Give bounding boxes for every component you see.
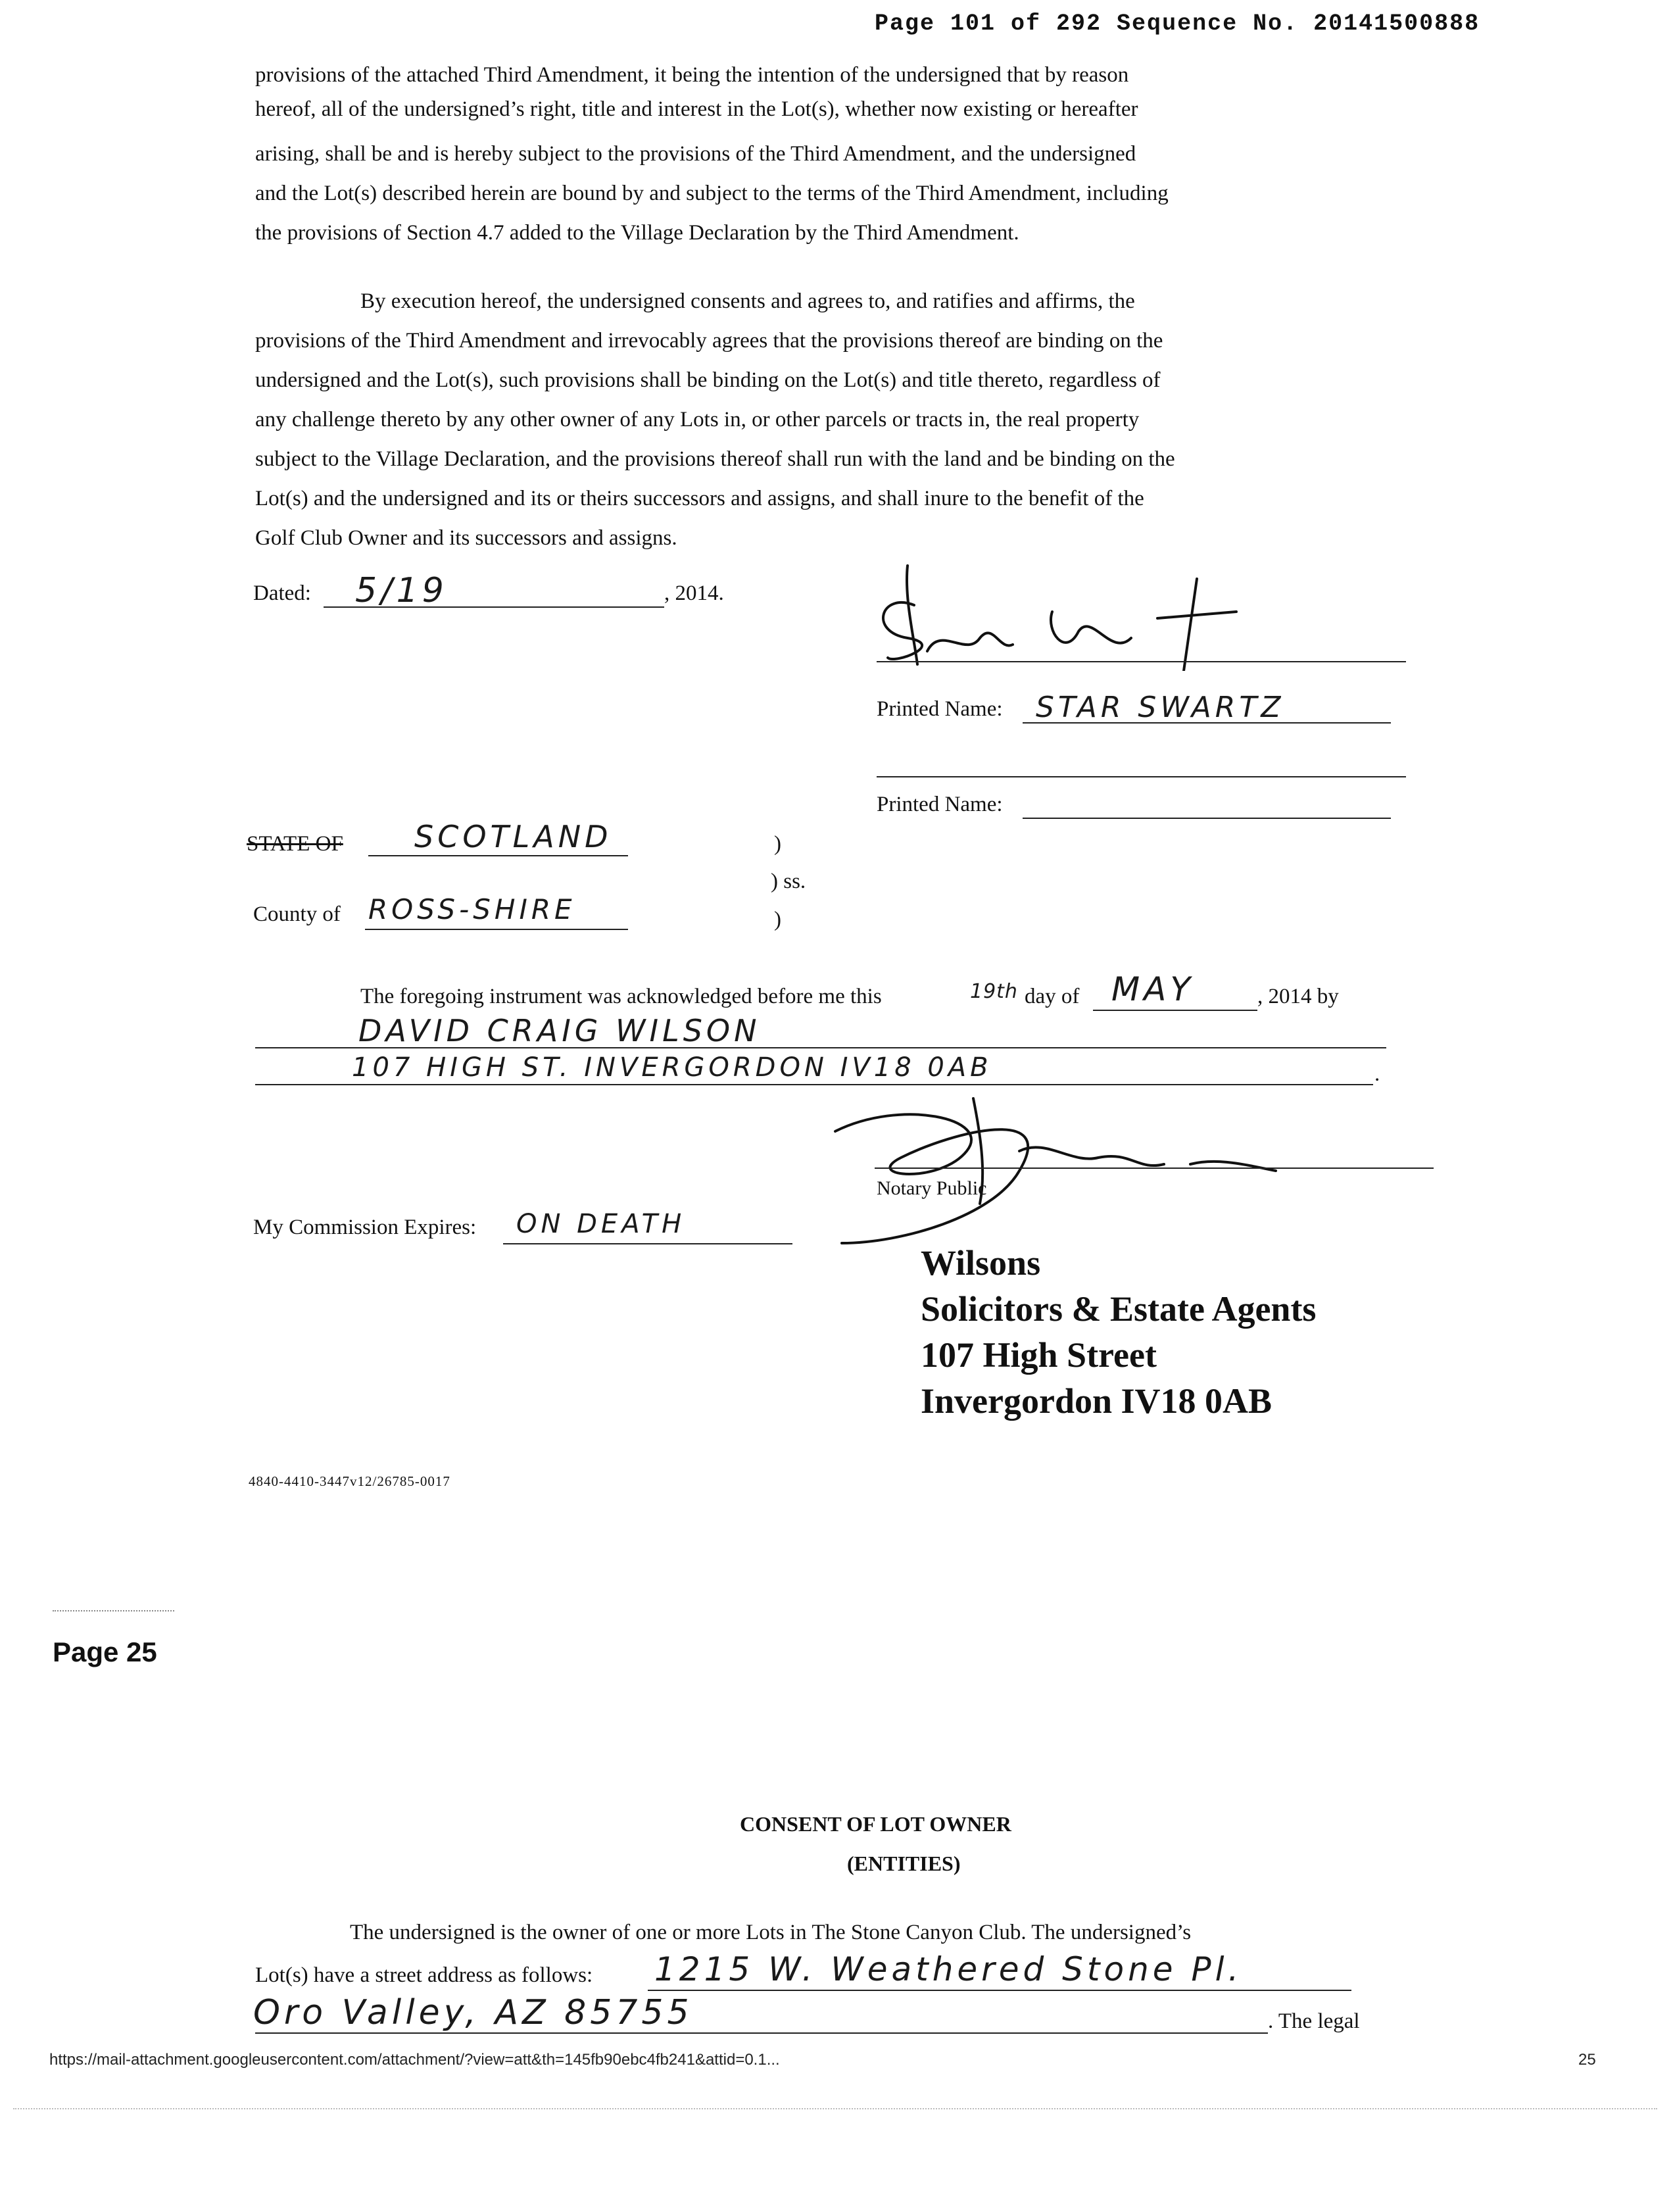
county-value: ROSS-SHIRE xyxy=(368,893,576,925)
ack-underline-2 xyxy=(255,1084,1373,1085)
commission-underline xyxy=(503,1243,792,1244)
document-id: 4840-4410-3447v12/26785-0017 xyxy=(249,1473,450,1489)
venue-paren-3: ) xyxy=(774,908,781,931)
signature-line-2 xyxy=(877,776,1406,777)
signature-line-1 xyxy=(877,661,1406,662)
address-value-1: 1215 W. Weathered Stone Pl. xyxy=(654,1950,1243,1988)
paragraph-line: hereof, all of the undersigned’s right, title and interest in the Lot(s), whether now existing or hereafter xyxy=(255,97,1138,121)
county-underline xyxy=(365,929,628,930)
page-label: Page 25 xyxy=(53,1636,157,1667)
address-underline-2 xyxy=(255,2032,1268,2034)
paragraph-line: Lot(s) and the undersigned and its or theirs successors and assigns, and shall inure to the benefit of the xyxy=(255,487,1144,510)
dated-value: 5/19 xyxy=(355,571,448,610)
paragraph-line: and the Lot(s) described herein are bound by and subject to the terms of the Third Amendment, including xyxy=(255,182,1169,205)
printed-name-underline-2 xyxy=(1023,818,1391,819)
address-value-2: Oro Valley, AZ 85755 xyxy=(253,1993,693,2032)
stamp-line: Wilsons xyxy=(921,1243,1041,1283)
consent-line-1: The undersigned is the owner of one or more Lots in The Stone Canyon Club. The undersigned’s xyxy=(350,1921,1192,1944)
ack-day-value: 19th xyxy=(970,980,1018,1003)
consent-subtitle: (ENTITIES) xyxy=(847,1852,961,1875)
solicitor-stamp xyxy=(921,1240,1316,1424)
notary-signature-line xyxy=(875,1167,1434,1169)
ack-address-value: 107 HIGH ST. INVERGORDON IV18 0AB xyxy=(352,1052,992,1083)
notary-label: Notary Public xyxy=(877,1177,987,1199)
ack-month-value: MAY xyxy=(1111,970,1194,1008)
stamp-line: Solicitors & Estate Agents xyxy=(921,1289,1317,1329)
commission-label: My Commission Expires: xyxy=(253,1216,477,1239)
stamp-line: Invergordon IV18 0AB xyxy=(921,1381,1273,1421)
paragraph-line: undersigned and the Lot(s), such provisions shall be binding on the Lot(s) and title thereto, regardless of xyxy=(255,368,1161,392)
paragraph-line: Golf Club Owner and its successors and assigns. xyxy=(255,526,677,550)
state-value: SCOTLAND xyxy=(414,819,612,854)
printed-name-label-2: Printed Name: xyxy=(877,793,1003,816)
consent-line-3-suffix: . The legal xyxy=(1268,2009,1360,2033)
paragraph-line: subject to the Village Declaration, and the provisions thereof shall run with the land and be binding on the xyxy=(255,447,1175,471)
commission-value: ON DEATH xyxy=(516,1209,686,1239)
ack-period: . xyxy=(1374,1062,1380,1086)
ack-text-c: , 2014 by xyxy=(1257,985,1339,1008)
paragraph-line: provisions of the attached Third Amendment, it being the intention of the undersigned that by reason xyxy=(255,63,1129,87)
consent-title: CONSENT OF LOT OWNER xyxy=(740,1812,1011,1836)
ack-month-underline xyxy=(1093,1010,1257,1011)
printed-name-label-1: Printed Name: xyxy=(877,697,1003,721)
paragraph-line: By execution hereof, the undersigned consents and agrees to, and ratifies and affirms, the xyxy=(360,289,1135,313)
record-header: Page 101 of 292 Sequence No. 20141500888 xyxy=(875,11,1480,37)
paragraph-line: provisions of the Third Amendment and irrevocably agrees that the provisions thereof are binding on the xyxy=(255,329,1163,353)
state-label: STATE OF xyxy=(247,832,343,856)
county-label: County of xyxy=(253,902,341,926)
footer-separator xyxy=(13,2108,1657,2109)
ack-name-value: DAVID CRAIG WILSON xyxy=(358,1013,761,1048)
owner-signature xyxy=(855,559,1249,671)
consent-line-2-label: Lot(s) have a street address as follows: xyxy=(255,1963,593,1987)
dated-year: , 2014. xyxy=(664,581,724,605)
dated-label: Dated: xyxy=(253,581,311,605)
venue-paren-1: ) xyxy=(774,832,781,856)
footer-page-number: 25 xyxy=(1578,2051,1596,2069)
state-underline xyxy=(368,855,628,856)
address-underline-1 xyxy=(648,1990,1351,1991)
paragraph-line: arising, shall be and is hereby subject to the provisions of the Third Amendment, and the undersigned xyxy=(255,142,1136,166)
stamp-line: 107 High Street xyxy=(921,1335,1157,1375)
paragraph-line: any challenge thereto by any other owner of any Lots in, or other parcels or tracts in, the real property xyxy=(255,408,1140,431)
page-separator xyxy=(53,1610,174,1611)
paragraph-line: the provisions of Section 4.7 added to the Village Declaration by the Third Amendment. xyxy=(255,221,1019,245)
ack-text-b: day of xyxy=(1025,985,1080,1008)
printed-name-value-1: STAR SWARTZ xyxy=(1036,691,1285,724)
footer-url: https://mail-attachment.googleusercontent.com/attachment/?view=att&th=145fb90ebc4fb241&attid=0.1... xyxy=(49,2051,780,2069)
ack-text-a: The foregoing instrument was acknowledged before me this xyxy=(360,985,882,1008)
notary-signature xyxy=(822,1092,1282,1250)
venue-ss: ) ss. xyxy=(771,870,806,893)
